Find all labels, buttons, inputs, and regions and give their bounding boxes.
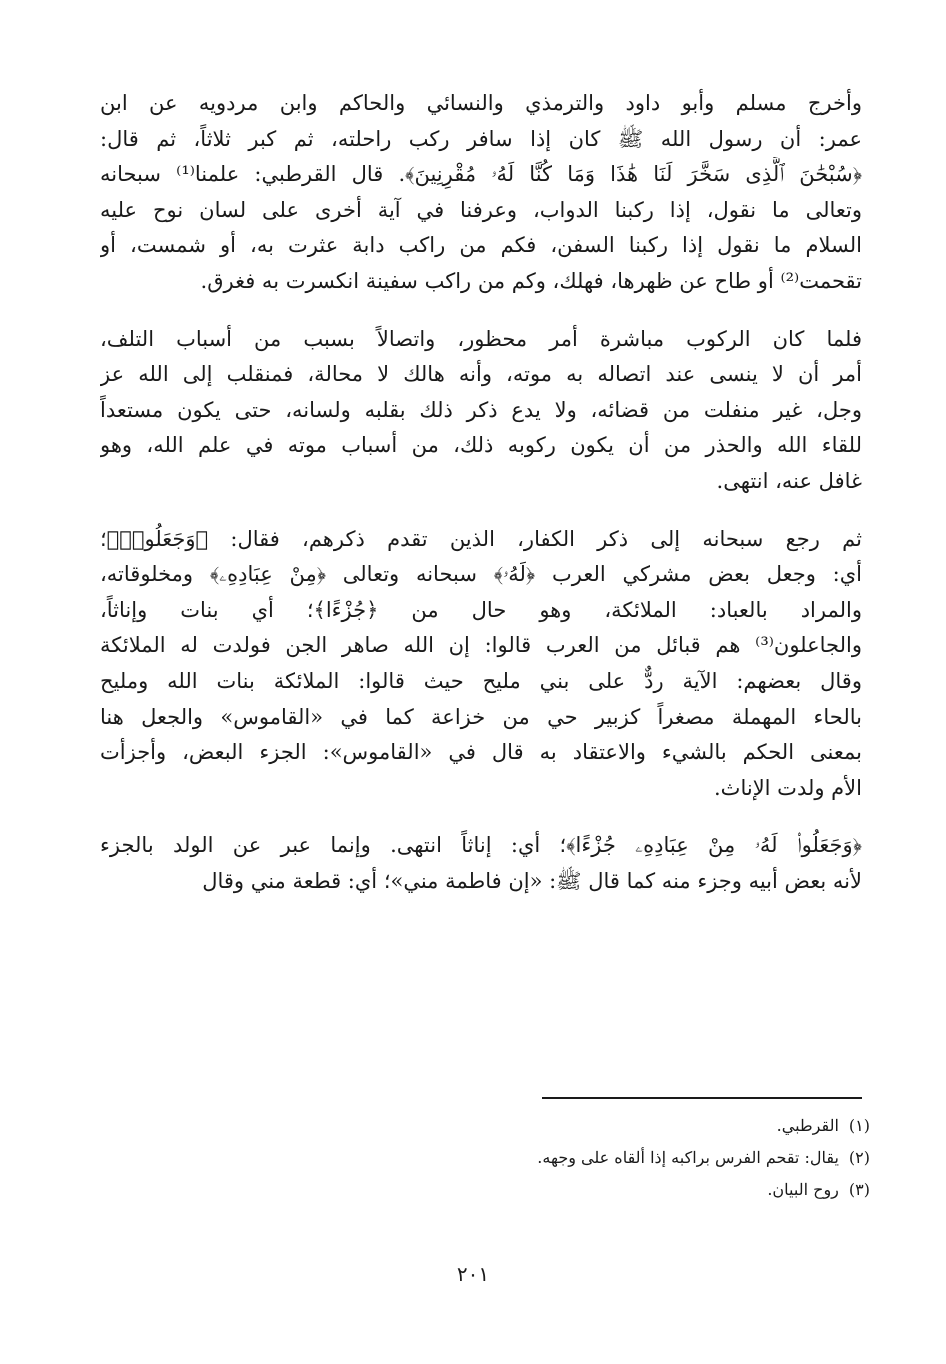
text-line: وقال بعضهم: الآية ردٌّ على بني مليح حيث قالوا: الملائكة بنات الله ومليح <box>100 668 862 693</box>
text-line: وتعالى ما نقول، إذا ركبنا الدواب، وعرفنا في آية أخرى على لسان نوح عليه <box>100 197 862 222</box>
text-line: ﴿سُبْحَٰنَ ٱلَّذِى سَخَّرَ لَنَا هَٰذَا وَمَا كُنَّا لَهُۥ مُقْرِنِينَ﴾. قال القرطبي: علمنا⁽¹⁾ سبحانه <box>100 162 862 187</box>
text-line: والمراد بالعباد: الملائكة، وهو حال من ﴿جُزْءًا﴾؛ أي بنات وإناثاً، <box>100 597 862 622</box>
text-line: لأنه بعض أبيه وجزء منه كما قال ﷺ: «إن فاطمة مني»؛ أي: قطعة مني وقال <box>202 868 862 893</box>
footnote-number: (٣) <box>848 1180 870 1199</box>
footnotes <box>270 1110 870 1206</box>
text-line: فلما كان الركوب مباشرة أمر محظور، واتصالاً بسبب من أسباب التلف، <box>100 326 862 351</box>
footnote-3 <box>270 1174 870 1206</box>
text-line: وجل، غير منفلت من قضائه، ولا يدع ذكر ذلك بقلبه ولسانه، حتى يكون مستعداً <box>100 397 862 422</box>
text-line: ثم رجع سبحانه إلى ذكر الكفار، الذين تقدم ذكرهم، فقال: ﴿وَجَعَلُوا۟﴾؛ <box>100 526 862 551</box>
page-body <box>100 86 862 921</box>
text-line: أي: وجعل بعض مشركي العرب ﴿لَهُۥ﴾ سبحانه وتعالى ﴿مِنْ عِبَادِهِۦ﴾ ومخلوقاته، <box>100 562 862 587</box>
text-line: تقحمت⁽²⁾ أو طاح عن ظهرها، فهلك، وكم من راكب سفينة انكسرت به فغرق. <box>200 268 862 293</box>
text-line: بالحاء المهملة مصغراً كزبير حي من خزاعة كما في «القاموس» والجعل هنا <box>100 704 862 729</box>
footnote-2 <box>270 1142 870 1174</box>
text-line: غافل عنه، انتهى. <box>716 468 862 493</box>
text-line: الأم ولدت الإناث. <box>714 775 862 800</box>
text-line: عمر: أن رسول الله ﷺ كان إذا سافر ركب راحلته، ثم كبر ثلاثاً، ثم قال: <box>100 126 862 151</box>
footnote-text: القرطبي. <box>776 1116 839 1135</box>
text-line: ﴿وَجَعَلُوا۟ لَهُۥ مِنْ عِبَادِهِۦ جُزْءًا﴾؛ أي: إناثاً انتهى. وإنما عبر عن الولد بالجزء <box>100 833 862 858</box>
text-line: بمعنى الحكم بالشيء والاعتقاد به قال في «القاموس»: الجزء البعض، وأجزأت <box>100 740 862 765</box>
paragraph-4 <box>100 828 862 899</box>
page-number: ٢٠١ <box>456 1262 490 1286</box>
footnote-1 <box>270 1110 870 1142</box>
footnote-divider <box>542 1097 862 1099</box>
footnote-number: (٢) <box>848 1148 870 1167</box>
text-line: السلام ما نقول إذا ركبنا السفن، فكم من راكب دابة عثرت به، أو شمست، أو <box>100 233 862 258</box>
paragraph-1 <box>100 86 862 300</box>
paragraph-2 <box>100 322 862 500</box>
footnote-number: (١) <box>848 1116 870 1135</box>
paragraph-3 <box>100 522 862 807</box>
text-line: للقاء الله والحذر من أن يكون ركوبه ذلك، من أسباب موته في علم الله، وهو <box>100 433 862 458</box>
text-line: أمر أن لا ينسى عند اتصاله به موته، وأنه هالك لا محالة، فمنقلب إلى الله عز <box>100 362 862 387</box>
text-line: والجاعلون⁽³⁾ هم قبائل من العرب قالوا: إن الله صاهر الجن فولدت له الملائكة <box>100 633 862 658</box>
footnote-text: روح البيان. <box>767 1180 839 1199</box>
footnote-text: يقال: تقحم الفرس براكبه إذا ألقاه على وجهه. <box>537 1148 839 1167</box>
text-line: وأخرج مسلم وأبو داود والترمذي والنسائي والحاكم وابن مردويه عن ابن <box>100 91 862 115</box>
